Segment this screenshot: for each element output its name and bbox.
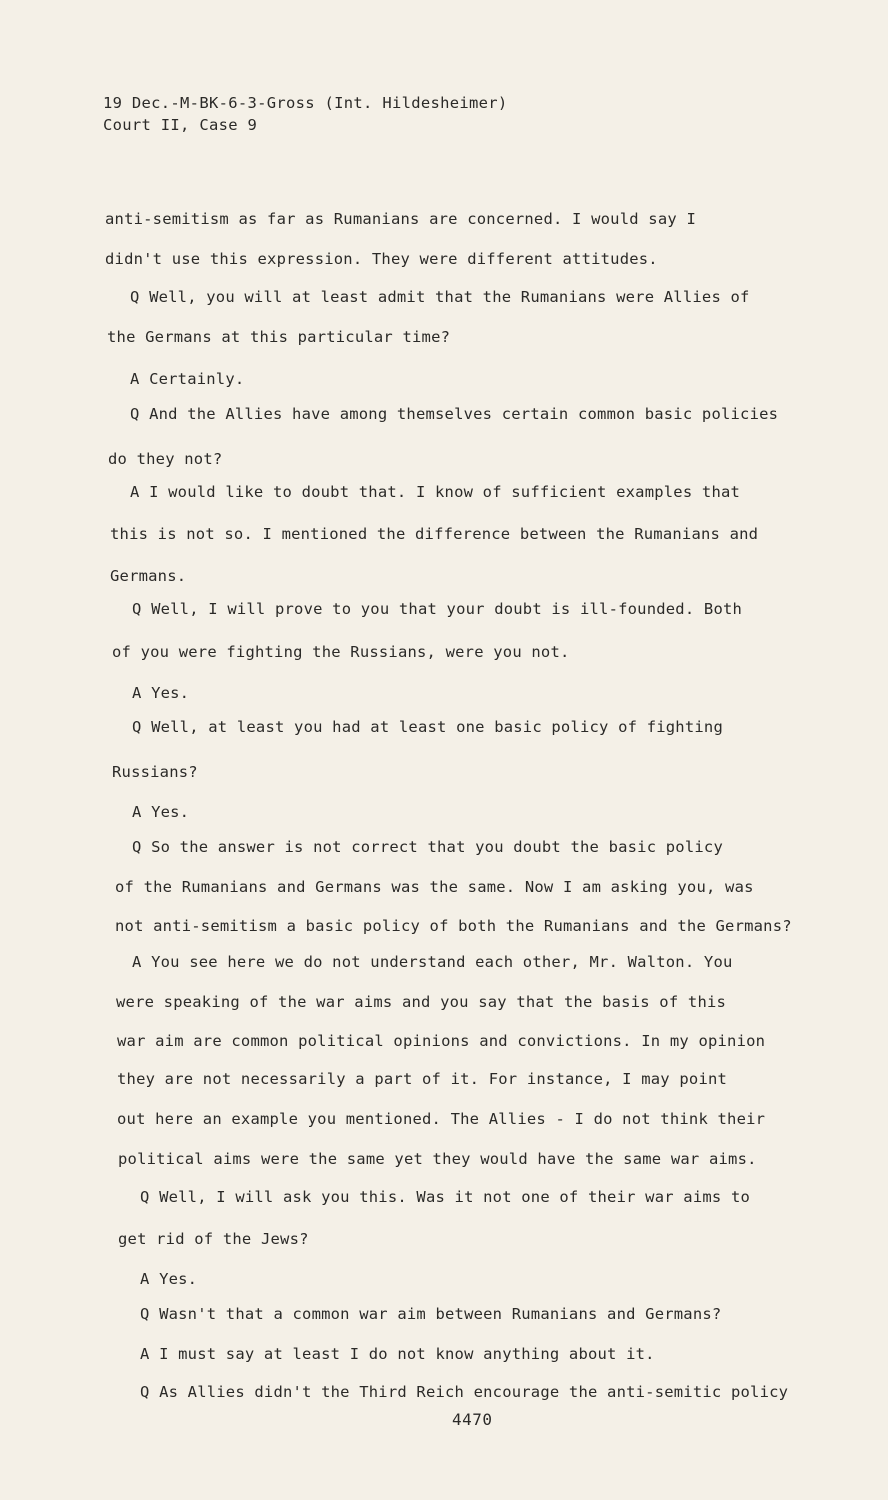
transcript-line: do they not? [108,450,223,468]
transcript-line: Q Well, I will prove to you that your doubt is ill-founded. Both [132,600,743,618]
transcript-line: A Yes. [140,1270,198,1288]
transcript-line: A Yes. [132,684,190,702]
transcript-line: get rid of the Jews? [118,1230,309,1248]
transcript-line: were speaking of the war aims and you say that the basis of this [116,993,727,1011]
transcript-line: Q As Allies didn't the Third Reich encourage the anti-semitic policy [140,1383,789,1401]
transcript-line: this is not so. I mentioned the difference between the Rumanians and [110,525,759,543]
transcript-line: Q So the answer is not correct that you doubt the basic policy [132,838,723,856]
transcript-line: Q And the Allies have among themselves certain common basic policies [130,405,779,423]
page-number: 4470 [452,1410,493,1429]
header-case-line: 19 Dec.-M-BK-6-3-Gross (Int. Hildesheimer) [103,94,508,112]
transcript-line: war aim are common political opinions and convictions. In my opinion [117,1032,766,1050]
transcript-line: A You see here we do not understand each other, Mr. Walton. You [132,953,733,971]
transcript-line: the Germans at this particular time? [107,328,451,346]
transcript-line: A Yes. [132,803,190,821]
transcript-line: of the Rumanians and Germans was the same. Now I am asking you, was [115,878,754,896]
transcript-line: Q Well, at least you had at least one basic policy of fighting [132,718,723,736]
transcript-line: Q Well, you will at least admit that the Rumanians were Allies of [130,288,750,306]
transcript-line: Russians? [112,763,198,781]
transcript-line: Q Well, I will ask you this. Was it not one of their war aims to [140,1188,751,1206]
header-court-line: Court II, Case 9 [103,116,258,134]
transcript-line: A I must say at least I do not know anything about it. [140,1345,655,1363]
transcript-line: out here an example you mentioned. The Allies - I do not think their [117,1110,766,1128]
transcript-line: not anti-semitism a basic policy of both the Rumanians and the Germans? [115,917,792,935]
transcript-line: anti-semitism as far as Rumanians are concerned. I would say I [105,210,696,228]
transcript-line: A I would like to doubt that. I know of sufficient examples that [130,483,741,501]
transcript-line: didn't use this expression. They were different attitudes. [105,250,658,268]
transcript-line: they are not necessarily a part of it. For instance, I may point [117,1070,728,1088]
transcript-line: political aims were the same yet they would have the same war aims. [118,1150,757,1168]
transcript-line: Germans. [110,567,187,585]
transcript-line: of you were fighting the Russians, were you not. [112,643,570,661]
transcript-line: Q Wasn't that a common war aim between Rumanians and Germans? [140,1305,722,1323]
transcript-line: A Certainly. [130,370,245,388]
